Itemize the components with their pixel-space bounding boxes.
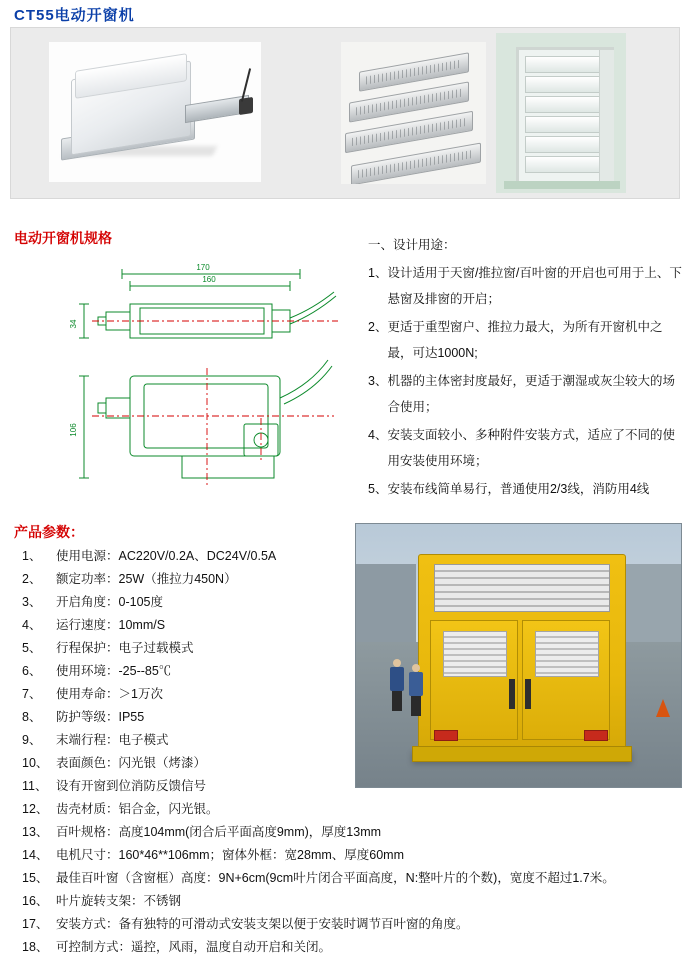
dim-top-outer: 170 [196, 263, 210, 272]
truck-door-handle [509, 679, 515, 709]
design-purpose-title: 一、设计用途： [368, 238, 456, 252]
parameter-text: 防护等级：IP55 [56, 710, 145, 724]
parameter-number: 17、 [22, 917, 49, 931]
truck-upper-louver-vent [434, 564, 610, 612]
parameter-row [22, 891, 682, 913]
window-base [504, 181, 620, 189]
parameter-text: 设有开窗到位消防反馈信号 [56, 779, 207, 793]
window-blade [525, 116, 607, 133]
design-item-number: 2、 [368, 320, 388, 334]
louver-window-photo [496, 33, 626, 193]
parameter-text: 使用电源：AC220V/0.2A、DC24V/0.5A [56, 549, 277, 563]
design-item-number: 3、 [368, 374, 388, 388]
parameter-text: 安装方式：备有独特的可滑动式安装支架以便于安装时调节百叶窗的角度。 [56, 917, 469, 931]
parameter-row [22, 868, 682, 890]
design-purpose-section [368, 232, 683, 504]
louver-blades-photo [341, 42, 486, 184]
truck-tail-light [584, 730, 608, 741]
parameter-number: 5、 [22, 641, 42, 655]
design-purpose-item [368, 368, 683, 420]
design-purpose-item [368, 476, 683, 502]
dim-top-inner: 160 [202, 275, 216, 284]
design-item-text: 设计适用于天窗/推拉窗/百叶窗的开启也可用于上、下悬窗及排窗的开启； [387, 266, 682, 306]
parameter-text: 叶片旋转支架：不锈钢 [56, 894, 182, 908]
photo-person [408, 664, 424, 716]
actuator-product-photo [49, 42, 261, 182]
window-blade [525, 96, 607, 113]
design-item-number: 5、 [368, 482, 388, 496]
parameter-number: 16、 [22, 894, 49, 908]
product-photo-strip [10, 27, 680, 199]
parameter-text: 电机尺寸：160*46**106mm；窗体外框：宽28mm、厚度60mm [56, 848, 404, 862]
truck-door-right [522, 620, 610, 740]
parameter-row [22, 799, 682, 821]
parameter-text: 运行速度：10mm/S [56, 618, 166, 632]
photo-building [356, 564, 416, 644]
parameter-text: 可控制方式：遥控，风雨，温度自动开启和关闭。 [56, 940, 332, 954]
design-item-number: 1、 [368, 266, 388, 280]
page-title: CT55电动开窗机 [14, 7, 135, 24]
truck-tail-light [434, 730, 458, 741]
dim-left-small: 34 [69, 319, 78, 329]
window-blade [525, 156, 607, 173]
parameter-text: 表面颜色：闪光银（烤漆） [56, 756, 207, 770]
design-purpose-item [368, 260, 683, 312]
parameter-text: 行程保护：电子过载模式 [56, 641, 194, 655]
parameter-number: 8、 [22, 710, 42, 724]
design-purpose-item [368, 314, 683, 366]
truck-door-louver-vent [535, 631, 599, 677]
parameter-row [22, 914, 682, 936]
technical-drawing [62, 248, 352, 508]
window-blade [525, 56, 607, 73]
window-blade [525, 136, 607, 153]
parameter-text: 使用环境：-25--85℃ [56, 664, 172, 678]
parameter-row [22, 845, 682, 867]
truck-bumper [412, 746, 632, 762]
parameter-number: 4、 [22, 618, 42, 632]
application-truck-photo [355, 523, 682, 788]
photo-person [389, 659, 405, 711]
truck-door-left [430, 620, 518, 740]
parameter-text: 末端行程：电子模式 [56, 733, 169, 747]
parameter-number: 3、 [22, 595, 42, 609]
parameter-text: 开启角度：0-105度 [56, 595, 163, 609]
window-blade [525, 76, 607, 93]
parameter-number: 15、 [22, 871, 49, 885]
parameter-number: 6、 [22, 664, 42, 678]
parameter-row [22, 937, 682, 959]
parameter-number: 14、 [22, 848, 49, 862]
parameter-number: 1、 [22, 549, 42, 563]
parameter-text: 百叶规格：高度104mm(闭合后平面高度9mm)，厚度13mm [56, 825, 382, 839]
design-item-text: 安装支面较小、多种附件安装方式，适应了不同的使用安装使用环境； [387, 428, 675, 468]
parameter-number: 9、 [22, 733, 42, 747]
truck-door-louver-vent [443, 631, 507, 677]
parameter-row [22, 822, 682, 844]
parameter-text: 齿壳材质：铝合金，闪光银。 [56, 802, 219, 816]
dim-left-tall: 106 [69, 423, 78, 437]
design-item-text: 更适于重型窗户、推拉力最大，为所有开窗机中之最，可达1000N; [387, 320, 663, 360]
parameter-number: 11、 [22, 779, 48, 793]
traffic-cone [656, 699, 670, 717]
window-side-panel [599, 50, 614, 182]
parameter-number: 2、 [22, 572, 42, 586]
window-frame [516, 47, 614, 185]
parameter-number: 7、 [22, 687, 42, 701]
design-item-number: 4、 [368, 428, 388, 442]
parameter-number: 12、 [22, 802, 49, 816]
parameters-section-heading: 产品参数： [14, 524, 84, 540]
spec-section-heading: 电动开窗机规格 [14, 230, 112, 246]
truck-door-handle [525, 679, 531, 709]
parameter-text: 额定功率：25W（推拉力450N） [56, 572, 237, 586]
parameter-text: 使用寿命：＞1万次 [56, 687, 163, 701]
design-purpose-item [368, 422, 683, 474]
parameter-number: 13、 [22, 825, 49, 839]
parameter-number: 18、 [22, 940, 49, 954]
design-item-text: 安装布线简单易行，普通使用2/3线，消防用4线 [387, 482, 650, 496]
parameter-text: 最佳百叶窗（含窗框）高度：9N+6cm(9cm叶片闭合平面高度，N:整叶片的个数)，宽度不超过1.7米。 [56, 871, 615, 885]
parameter-number: 10、 [22, 756, 49, 770]
design-item-text: 机器的主体密封度最好，更适于潮湿或灰尘较大的场合使用； [387, 374, 675, 414]
